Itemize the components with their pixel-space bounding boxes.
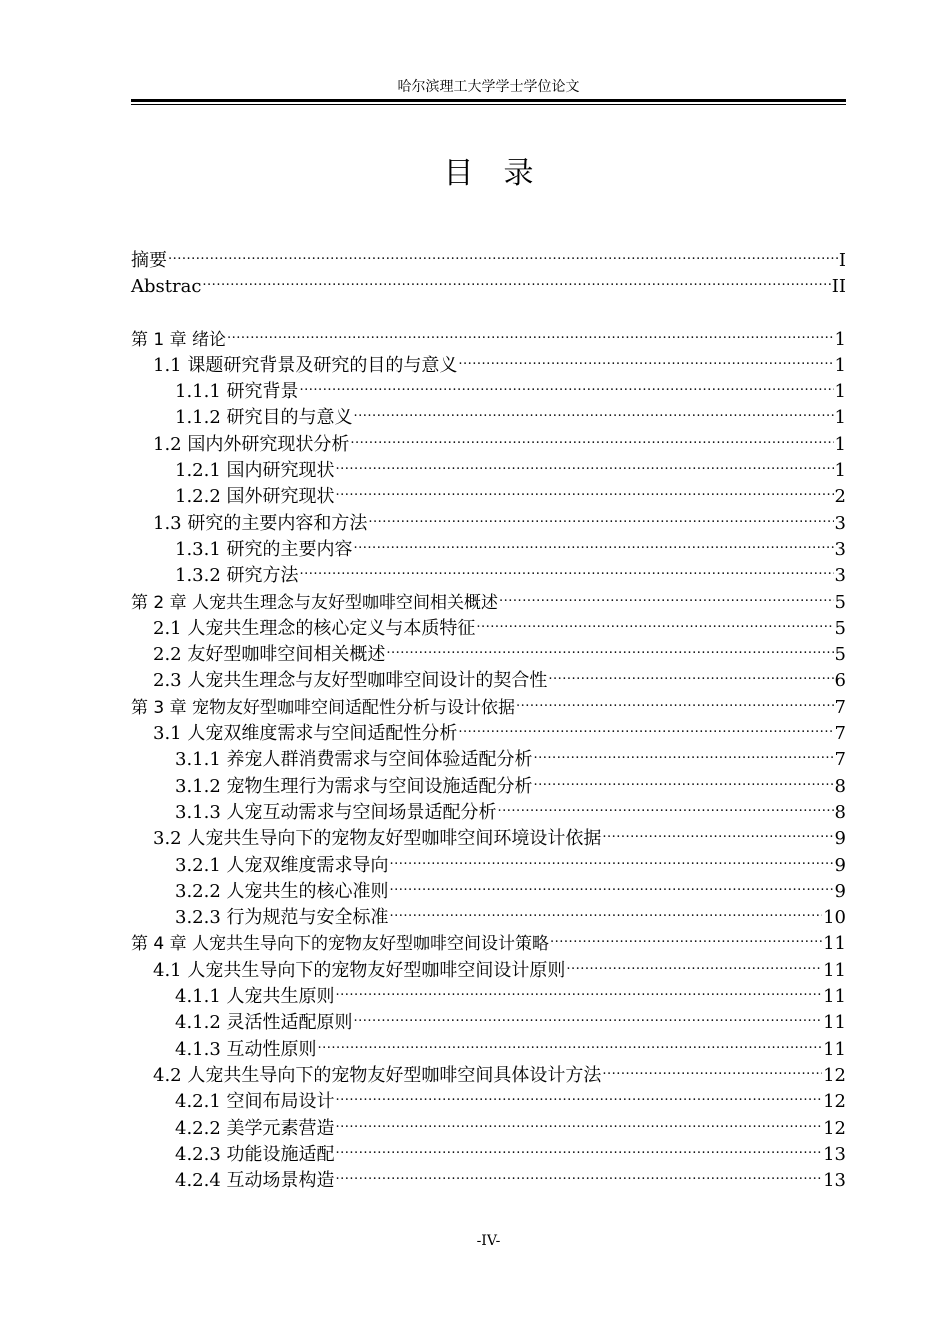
toc-leader-dots xyxy=(516,687,834,713)
toc-leader-dots xyxy=(336,476,834,502)
toc-leader-dots xyxy=(548,660,833,686)
toc-entry-label: 摘要 xyxy=(131,250,167,271)
toc-entry-page: 11 xyxy=(823,959,846,981)
toc-leader-dots xyxy=(354,529,834,555)
toc-entry-page: 12 xyxy=(823,1117,846,1139)
toc-leader-dots xyxy=(300,555,834,581)
toc-entry-page: 6 xyxy=(834,670,846,692)
toc-entry-page: I xyxy=(838,250,846,271)
toc-leader-dots xyxy=(318,1029,823,1055)
toc-leader-dots xyxy=(336,450,834,476)
toc-entry-label: 1.1.1 研究背景 xyxy=(175,381,299,403)
toc-leader-dots xyxy=(336,976,823,1002)
toc-entry-label: 4.1.2 灵活性适配原则 xyxy=(175,1012,353,1034)
toc-entry-page: 11 xyxy=(823,933,846,955)
toc-leader-dots xyxy=(227,319,834,345)
toc-entry[interactable] xyxy=(131,266,846,298)
toc-entry-page: 9 xyxy=(834,880,846,902)
table-of-contents xyxy=(131,240,846,1192)
toc-entry-page: 1 xyxy=(834,460,846,482)
toc-entry-label: 4.2.4 互动场景构造 xyxy=(175,1170,335,1192)
toc-entry-page: 1 xyxy=(834,381,846,403)
toc-leader-dots xyxy=(336,1134,823,1160)
toc-entry-page: 12 xyxy=(823,1064,846,1086)
toc-entry-page: 1 xyxy=(834,433,846,455)
running-header: 哈尔滨理工大学学士学位论文 xyxy=(397,79,580,95)
toc-entry-page: 5 xyxy=(834,591,846,613)
toc-entry-page: 9 xyxy=(834,828,846,850)
toc-entry-label: 第 1 章 绪论 xyxy=(131,329,227,350)
toc-entry-page: 3 xyxy=(834,565,846,587)
toc-entry-label: 2.1 人宠共生理念的核心定义与本质特征 xyxy=(153,617,476,639)
toc-leader-dots xyxy=(390,897,823,923)
toc-entry-label: 3.1.2 宠物生理行为需求与空间设施适配分析 xyxy=(175,775,533,797)
toc-leader-dots xyxy=(476,608,833,634)
toc-leader-dots xyxy=(336,1160,823,1186)
toc-leader-dots xyxy=(336,1108,823,1134)
toc-entry-label: 3.2 人宠共生导向下的宠物友好型咖啡空间环境设计依据 xyxy=(153,828,602,850)
toc-entry-label: 3.1.1 养宠人群消费需求与空间体验适配分析 xyxy=(175,749,533,771)
toc-entry-page: 7 xyxy=(834,723,846,745)
toc-entry-label: 第 3 章 宠物友好型咖啡空间适配性分析与设计依据 xyxy=(131,697,516,718)
header-rule-thick xyxy=(131,99,846,102)
toc-entry-page: 13 xyxy=(823,1170,846,1192)
toc-entry-page: 8 xyxy=(834,775,846,797)
toc-leader-dots xyxy=(300,371,834,397)
toc-entry-label: 1.1.2 研究目的与意义 xyxy=(175,407,353,429)
toc-leader-dots xyxy=(458,345,833,371)
toc-leader-dots xyxy=(350,424,833,450)
toc-entry-label: 1.2 国内外研究现状分析 xyxy=(153,433,350,455)
toc-leader-dots xyxy=(168,240,838,266)
toc-entry-label: 4.1.1 人宠共生原则 xyxy=(175,986,335,1008)
toc-entry-page: 11 xyxy=(823,986,846,1008)
toc-entry-label: 第 4 章 人宠共生导向下的宠物友好型咖啡空间设计策略 xyxy=(131,934,550,955)
toc-leader-dots xyxy=(534,739,834,765)
toc-entry-label: 3.2.1 人宠双维度需求导向 xyxy=(175,854,389,876)
toc-entry-label: 2.3 人宠共生理念与友好型咖啡空间设计的契合性 xyxy=(153,670,548,692)
page-number: -IV- xyxy=(476,1233,501,1249)
toc-entry-label: 3.2.3 行为规范与安全标准 xyxy=(175,907,389,929)
toc-entry-page: 8 xyxy=(834,801,846,823)
toc-entry-page: II xyxy=(831,276,846,298)
toc-entry-label: 4.2.3 功能设施适配 xyxy=(175,1143,335,1165)
toc-entry-page: 12 xyxy=(823,1091,846,1113)
toc-entry-label: 1.3.1 研究的主要内容 xyxy=(175,538,353,560)
toc-leader-dots xyxy=(458,713,833,739)
toc-leader-dots xyxy=(534,766,834,792)
toc-entry-label: 1.2.1 国内研究现状 xyxy=(175,460,335,482)
toc-entry-label: 2.2 友好型咖啡空间相关概述 xyxy=(153,644,386,666)
toc-entry-label: 1.3 研究的主要内容和方法 xyxy=(153,512,368,534)
toc-entry-page: 3 xyxy=(834,538,846,560)
toc-entry-page: 3 xyxy=(834,512,846,534)
toc-leader-dots xyxy=(354,1002,823,1028)
toc-entry-label: 4.1 人宠共生导向下的宠物友好型咖啡空间设计原则 xyxy=(153,959,566,981)
toc-entry-label: 1.2.2 国外研究现状 xyxy=(175,486,335,508)
toc-entry-page: 1 xyxy=(834,328,846,350)
toc-entry-page: 7 xyxy=(834,749,846,771)
toc-entry-label: 3.1.3 人宠互动需求与空间场景适配分析 xyxy=(175,801,497,823)
toc-leader-dots xyxy=(354,397,834,423)
toc-entry-page: 1 xyxy=(834,407,846,429)
toc-entry-label: 第 2 章 人宠共生理念与友好型咖啡空间相关概述 xyxy=(131,592,499,613)
toc-entry-page: 9 xyxy=(834,854,846,876)
toc-entry[interactable] xyxy=(131,240,846,271)
toc-entry[interactable] xyxy=(131,319,846,350)
toc-leader-dots xyxy=(498,792,834,818)
toc-entry-page: 11 xyxy=(823,1038,846,1060)
toc-entry-label: 4.2.1 空间布局设计 xyxy=(175,1091,335,1113)
toc-leader-dots xyxy=(390,845,834,871)
toc-leader-dots xyxy=(602,1055,822,1081)
toc-entry-page: 5 xyxy=(834,617,846,639)
toc-leader-dots xyxy=(368,503,833,529)
toc-entry-page: 5 xyxy=(834,644,846,666)
toc-entry-label: 3.2.2 人宠共生的核心准则 xyxy=(175,880,389,902)
toc-leader-dots xyxy=(386,634,833,660)
toc-leader-dots xyxy=(390,871,834,897)
toc-leader-dots xyxy=(566,950,822,976)
toc-entry-page: 11 xyxy=(823,1012,846,1034)
toc-entry-label: 4.2 人宠共生导向下的宠物友好型咖啡空间具体设计方法 xyxy=(153,1064,602,1086)
toc-entry-label: 4.2.2 美学元素营造 xyxy=(175,1117,335,1139)
toc-entry-label: 3.1 人宠双维度需求与空间适配性分析 xyxy=(153,723,458,745)
toc-entry-label: Abstrac xyxy=(131,276,202,298)
toc-title: 目录 xyxy=(443,156,564,191)
toc-entry-page: 13 xyxy=(823,1143,846,1165)
toc-leader-dots xyxy=(336,1081,823,1107)
toc-leader-dots xyxy=(499,582,834,608)
toc-leader-dots xyxy=(550,923,822,949)
toc-entry-page: 2 xyxy=(834,486,846,508)
toc-entry-label: 1.3.2 研究方法 xyxy=(175,565,299,587)
toc-entry-page: 10 xyxy=(823,907,846,929)
toc-entry-page: 1 xyxy=(834,354,846,376)
header-rule-thin xyxy=(131,104,846,105)
toc-entry-label: 1.1 课题研究背景及研究的目的与意义 xyxy=(153,354,458,376)
toc-leader-dots xyxy=(202,266,830,292)
toc-entry-label: 4.1.3 互动性原则 xyxy=(175,1038,317,1060)
toc-entry-page: 7 xyxy=(834,696,846,718)
toc-entry[interactable] xyxy=(131,345,846,376)
toc-leader-dots xyxy=(602,818,833,844)
